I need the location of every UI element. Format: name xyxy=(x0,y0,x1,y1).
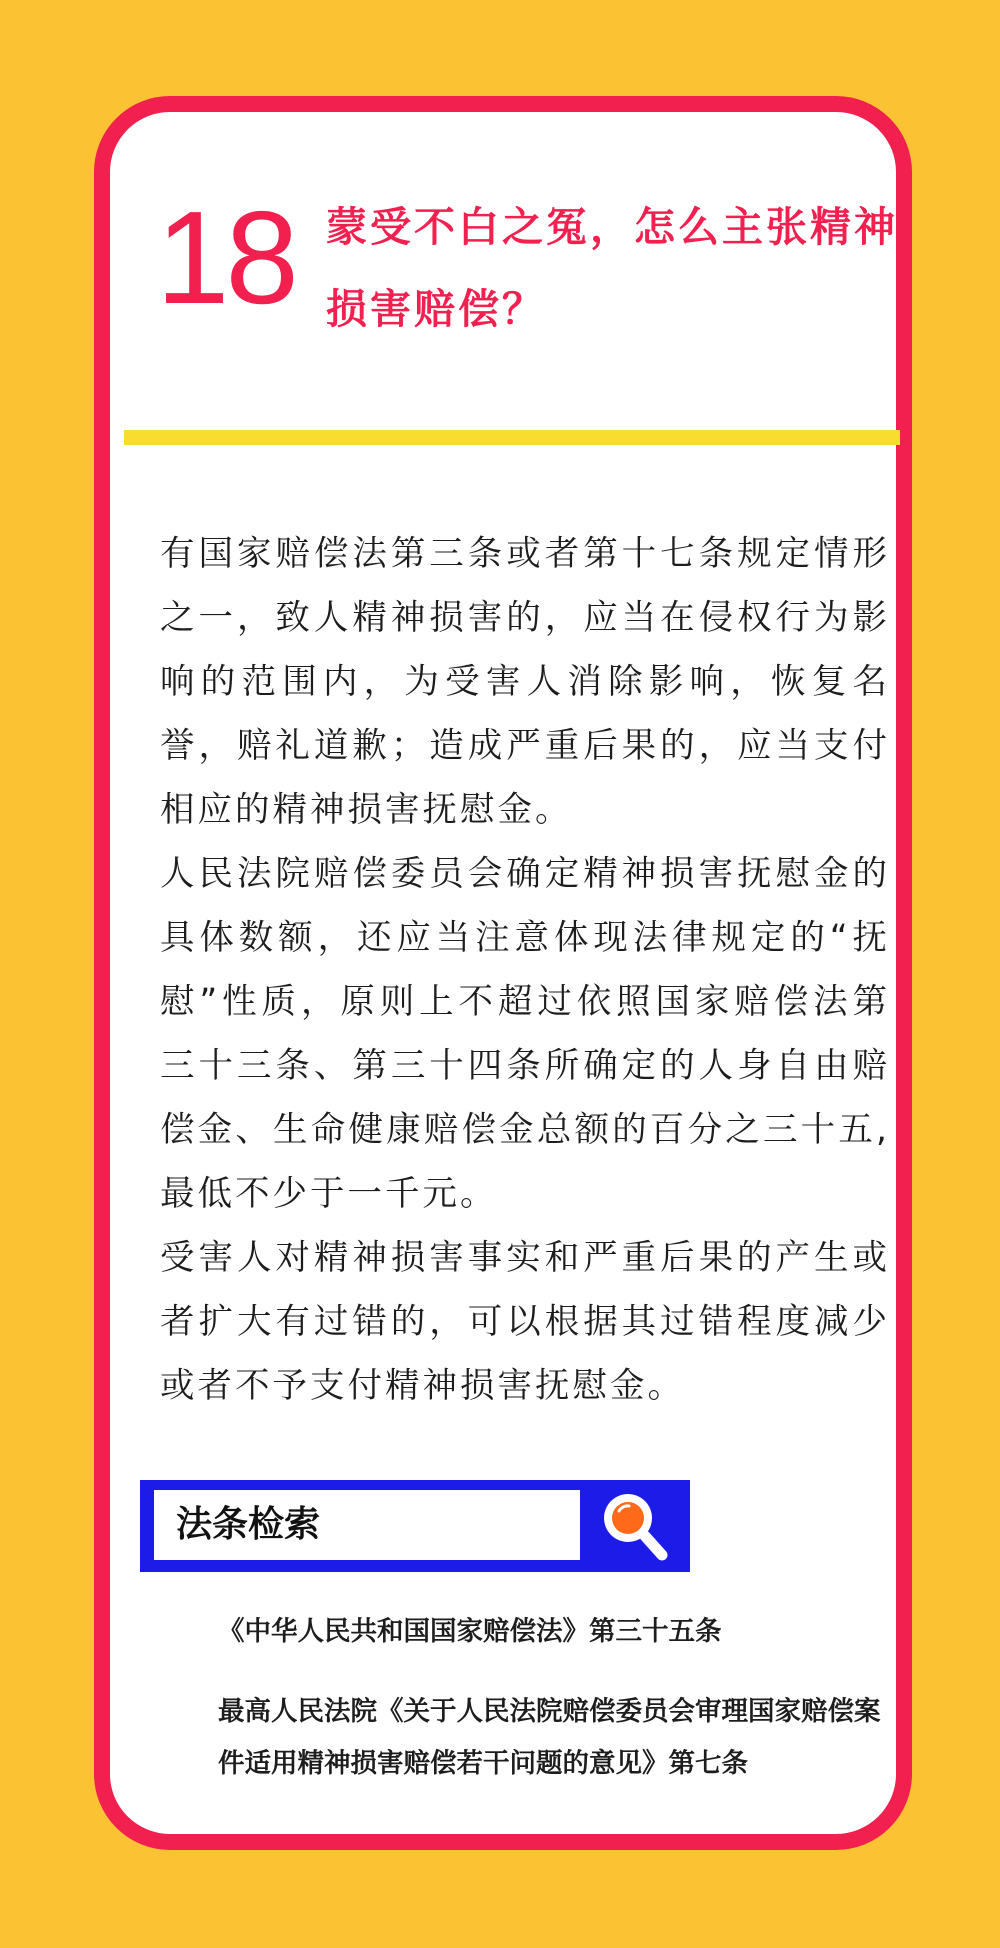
search-button[interactable] xyxy=(588,1480,680,1572)
title-divider xyxy=(124,430,900,445)
law-search-bar[interactable] xyxy=(140,1480,690,1572)
content-card xyxy=(94,96,912,1850)
references xyxy=(218,1612,898,1790)
item-number: 18 xyxy=(156,184,295,331)
reference-item: 最高人民法院《关于人民法院赔偿委员会审理国家赔偿案件适用精神损害赔偿若干问题的意见》第七条 xyxy=(218,1696,881,1779)
magnifier-icon xyxy=(588,1480,680,1572)
search-label: 法条检索 xyxy=(154,1490,580,1560)
body-text xyxy=(160,522,890,1418)
paragraph: 受害人对精神损害事实和严重后果的产生或者扩大有过错的，可以根据其过错程度减少或者不予支付精神损害抚慰金。 xyxy=(160,1238,890,1406)
paragraph: 有国家赔偿法第三条或者第十七条规定情形之一，致人精神损害的，应当在侵权行为影响的范围内，为受害人消除影响，恢复名誉，赔礼道歉；造成严重后果的，应当支付相应的精神损害抚慰金。 xyxy=(160,534,890,830)
reference-item: 《中华人民共和国国家赔偿法》第三十五条 xyxy=(218,1616,722,1647)
paragraph: 人民法院赔偿委员会确定精神损害抚慰金的具体数额，还应当注意体现法律规定的“抚慰”性质，原则上不超过依照国家赔偿法第三十三条、第三十四条所确定的人身自由赔偿金、生命健康赔偿金总额的百分之三十五,最低不少于一千元。 xyxy=(160,854,890,1214)
item-title: 蒙受不白之冤，怎么主张精神损害赔偿？ xyxy=(326,203,898,333)
